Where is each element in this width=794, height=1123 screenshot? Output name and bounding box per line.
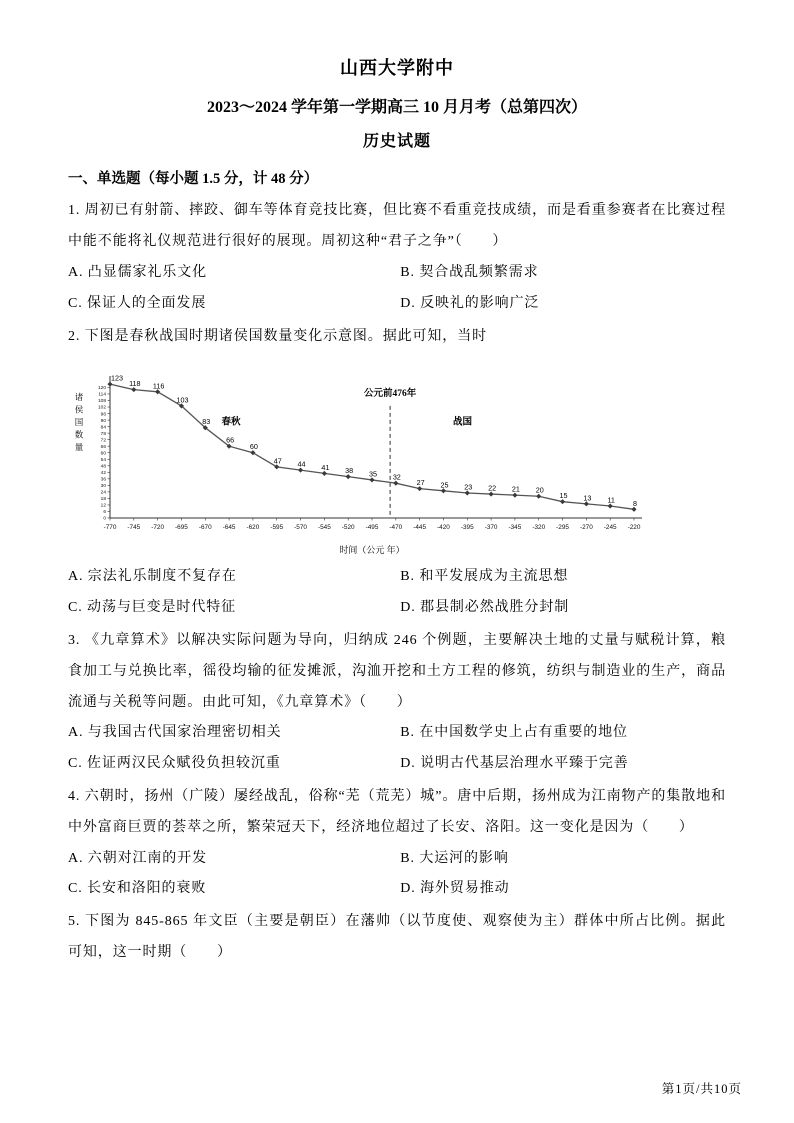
svg-text:-745: -745	[127, 524, 141, 532]
question-2-option-c: C. 动荡与巨变是时代特征	[68, 600, 237, 616]
question-2-option-a: A. 宗法礼乐制度不复存在	[68, 569, 237, 585]
svg-text:-570: -570	[294, 524, 307, 532]
page-number: 第1页/共10页	[661, 1082, 742, 1096]
svg-text:25: 25	[440, 480, 449, 490]
svg-text:38: 38	[345, 466, 354, 476]
svg-text:战国: 战国	[453, 417, 473, 428]
svg-text:时间（公元 年）: 时间（公元 年）	[339, 545, 405, 556]
svg-text:108: 108	[97, 399, 106, 405]
svg-text:8: 8	[633, 499, 637, 509]
svg-text:-645: -645	[222, 524, 236, 532]
svg-text:20: 20	[535, 486, 544, 496]
question-4-options	[68, 844, 726, 906]
question-5-stem: 5. 下图为 845-865 年文臣（主要是朝臣）在藩帅（以节度使、观察使为主）群体中所占比例。据此可知，这一时期（ ）	[68, 914, 726, 960]
svg-text:-245: -245	[603, 524, 617, 532]
vassal-states-count-line-chart	[68, 362, 648, 558]
svg-text:44: 44	[297, 460, 306, 470]
question-3-option-d: D. 说明古代基层治理水平臻于完善	[400, 756, 629, 772]
svg-text:116: 116	[152, 381, 165, 391]
svg-text:-445: -445	[413, 524, 427, 532]
question-1-stem: 1. 周初已有射箭、摔跤、御车等体育竞技比赛，但比赛不看重竞技成绩，而是看重参赛者在比赛过程中能不能将礼仪规范进行很好的展现。周初这种“君子之争”（ ）	[68, 203, 726, 250]
svg-text:90: 90	[100, 419, 106, 425]
svg-text:春秋: 春秋	[221, 417, 241, 428]
svg-text:-420: -420	[437, 524, 450, 532]
svg-text:量: 量	[74, 442, 84, 453]
svg-text:-220: -220	[627, 524, 641, 532]
question-4-option-d: D. 海外贸易推动	[400, 881, 510, 897]
svg-text:数: 数	[74, 429, 84, 440]
question-2-option-b: B. 和平发展成为主流思想	[400, 569, 569, 585]
svg-text:-320: -320	[532, 524, 546, 532]
svg-text:54: 54	[100, 458, 106, 464]
svg-text:120: 120	[97, 386, 106, 392]
svg-text:-270: -270	[579, 524, 593, 532]
svg-text:27: 27	[416, 478, 425, 488]
svg-text:0: 0	[103, 517, 106, 523]
svg-text:11: 11	[607, 495, 615, 505]
question-4-option-a: A. 六朝对江南的开发	[68, 850, 208, 866]
svg-text:-595: -595	[270, 524, 284, 532]
question-5	[68, 907, 726, 969]
question-1-option-d: D. 反映礼的影响广泛	[400, 295, 540, 311]
subject-title: 历史试题	[362, 133, 431, 150]
question-1	[68, 196, 726, 319]
exam-session-title: 2023～2024 学年第一学期高三 10 月月考（总第四次）	[206, 99, 587, 116]
question-2-stem: 2. 下图是春秋战国时期诸侯国数量变化示意图。据此可知，当时	[68, 328, 487, 344]
question-1-options	[68, 258, 726, 320]
svg-text:84: 84	[100, 425, 106, 431]
svg-text:114: 114	[98, 393, 106, 399]
svg-text:13: 13	[583, 493, 592, 503]
svg-text:66: 66	[226, 436, 235, 446]
svg-text:侯: 侯	[74, 404, 84, 415]
svg-text:47: 47	[273, 456, 282, 466]
chart-area	[68, 362, 726, 558]
svg-text:72: 72	[100, 438, 106, 444]
svg-text:-770: -770	[103, 524, 117, 532]
svg-text:41: 41	[321, 463, 330, 473]
svg-text:国: 国	[74, 417, 84, 428]
question-4-option-b: B. 大运河的影响	[400, 850, 509, 866]
svg-text:18: 18	[100, 497, 106, 503]
svg-text:123: 123	[111, 374, 123, 384]
question-2	[68, 322, 726, 624]
question-4	[68, 782, 726, 905]
svg-text:24: 24	[100, 491, 106, 497]
question-4-option-c: C. 长安和洛阳的衰败	[68, 881, 207, 897]
svg-text:-370: -370	[484, 524, 498, 532]
svg-text:32: 32	[392, 473, 401, 483]
svg-text:103: 103	[176, 395, 189, 405]
svg-text:48: 48	[100, 464, 106, 470]
svg-text:-495: -495	[365, 524, 379, 532]
svg-text:-470: -470	[389, 524, 403, 532]
svg-text:-345: -345	[508, 524, 522, 532]
question-3-stem: 3. 《九章算术》以解决实际问题为导向，归纳成 246 个例题，主要解决土地的丈量与赋税计算，粮食加工与兑换比率，徭役均输的征发摊派，沟洫开挖和土方工程的修筑，纺织与制造业的生产，商品流通与关税等问题。由此可知，《九章算术》（ ）	[68, 633, 726, 710]
svg-text:22: 22	[488, 483, 497, 493]
question-4-stem: 4. 六朝时，扬州（广陵）屡经战乱，俗称“芜（荒芜）城”。唐中后期，扬州成为江南物产的集散地和中外富商巨贾的荟萃之所，繁荣冠天下，经济地位超过了长安、洛阳。这一变化是因为（ ）	[68, 789, 726, 835]
svg-text:6: 6	[103, 510, 106, 516]
svg-text:60: 60	[100, 451, 106, 457]
svg-text:公元前476年: 公元前476年	[363, 389, 417, 400]
svg-text:102: 102	[97, 406, 106, 412]
svg-text:-695: -695	[175, 524, 188, 532]
svg-text:12: 12	[100, 504, 106, 510]
section-heading: 一、单选题（每小题 1.5 分，计 48 分）	[68, 171, 319, 187]
svg-text:-545: -545	[317, 524, 331, 532]
svg-text:118: 118	[129, 379, 141, 389]
svg-text:-520: -520	[341, 524, 355, 532]
svg-text:96: 96	[100, 412, 106, 418]
school-title: 山西大学附中	[340, 58, 454, 78]
svg-text:42: 42	[100, 471, 106, 477]
question-2-options	[68, 562, 726, 624]
question-3-option-a: A. 与我国古代国家治理密切相关	[68, 725, 282, 741]
question-3	[68, 626, 726, 780]
svg-text:35: 35	[369, 469, 377, 479]
question-3-option-c: C. 佐证两汉民众赋役负担较沉重	[68, 756, 281, 772]
svg-text:-295: -295	[556, 524, 569, 532]
svg-text:-620: -620	[246, 524, 260, 532]
svg-text:36: 36	[100, 477, 106, 483]
question-2-option-d: D. 郡县制必然战胜分封制	[400, 600, 570, 616]
question-3-options	[68, 718, 726, 780]
svg-text:诸: 诸	[74, 392, 84, 403]
question-1-option-a: A. 凸显儒家礼乐文化	[68, 265, 208, 281]
svg-text:-395: -395	[460, 524, 474, 532]
question-1-option-b: B. 契合战乱频繁需求	[400, 265, 539, 281]
question-1-option-c: C. 保证人的全面发展	[68, 295, 207, 311]
svg-text:83: 83	[202, 417, 211, 427]
svg-text:15: 15	[559, 491, 568, 501]
svg-text:66: 66	[100, 445, 106, 451]
svg-text:21: 21	[511, 485, 520, 495]
svg-text:60: 60	[249, 442, 258, 452]
svg-text:-670: -670	[198, 524, 212, 532]
svg-text:-720: -720	[151, 524, 165, 532]
question-3-option-b: B. 在中国数学史上占有重要的地位	[400, 725, 628, 741]
svg-text:30: 30	[100, 484, 106, 490]
svg-text:23: 23	[464, 482, 473, 492]
svg-text:78: 78	[100, 432, 106, 438]
